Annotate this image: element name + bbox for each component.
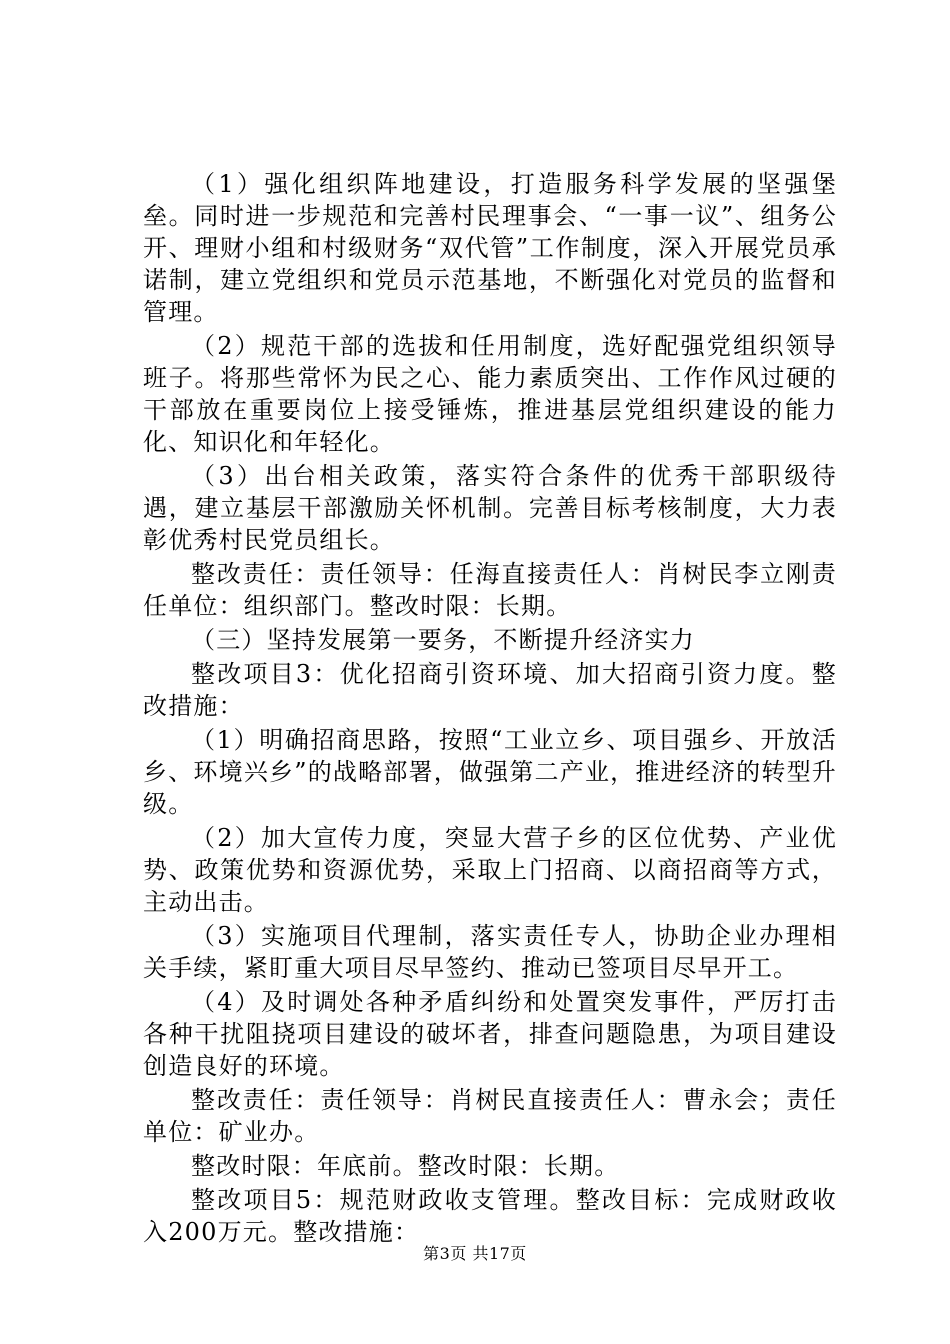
- paragraph-11: 整改责任：责任领导：肖树民直接责任人：曹永会；责任单位：矿业办。: [143, 1086, 837, 1146]
- paragraph-9: （3）实施项目代理制，落实责任专人，协助企业办理相关手续，紧盯重大项目尽早签约、推动已签项目尽早开工。: [143, 922, 837, 982]
- section-heading: （三）坚持发展第一要务，不断提升经济实力: [191, 626, 695, 654]
- paragraph-8: （2）加大宣传力度，突显大营子乡的区位优势、产业优势、政策优势和资源优势，采取上门招商、以商招商等方式，主动出击。: [143, 824, 837, 916]
- paragraph-10: （4）及时调处各种矛盾纠纷和处置突发事件，严厉打击各种干扰阻挠项目建设的破坏者，排查问题隐患，为项目建设创造良好的环境。: [143, 988, 837, 1080]
- paragraph-6: 整改项目3：优化招商引资环境、加大招商引资力度。整改措施：: [143, 660, 837, 720]
- paragraph-4: 整改责任：责任领导：任海直接责任人：肖树民李立刚责任单位：组织部门。整改时限：长期。: [143, 560, 837, 620]
- paragraph-12: 整改时限：年底前。整改时限：长期。: [191, 1152, 620, 1180]
- paragraph-13: 整改项目5：规范财政收支管理。整改目标：完成财政收入200万元。整改措施：: [143, 1186, 837, 1246]
- paragraph-3: （3）出台相关政策，落实符合条件的优秀干部职级待遇，建立基层干部激励关怀机制。完善目标考核制度，大力表彰优秀村民党员组长。: [143, 462, 837, 554]
- paragraph-1: （1）强化组织阵地建设，打造服务科学发展的坚强堡垒。同时进一步规范和完善村民理事会、“一事一议”、组务公开、理财小组和村级财务“双代管”工作制度，深入开展党员承诺制，建立党组织和党员示范基地，不断强化对党员的监督和管理。: [143, 170, 837, 326]
- page-footer: 第3页 共17页: [423, 1244, 527, 1263]
- document-body: [143, 168, 837, 1250]
- paragraph-2: （2）规范干部的选拔和任用制度，选好配强党组织领导班子。将那些常怀为民之心、能力素质突出、工作作风过硬的干部放在重要岗位上接受锤炼，推进基层党组织建设的能力化、知识化和年轻化。: [143, 332, 837, 456]
- paragraph-7: （1）明确招商思路，按照“工业立乡、项目强乡、开放活乡、环境兴乡”的战略部署，做强第二产业，推进经济的转型升级。: [143, 726, 837, 818]
